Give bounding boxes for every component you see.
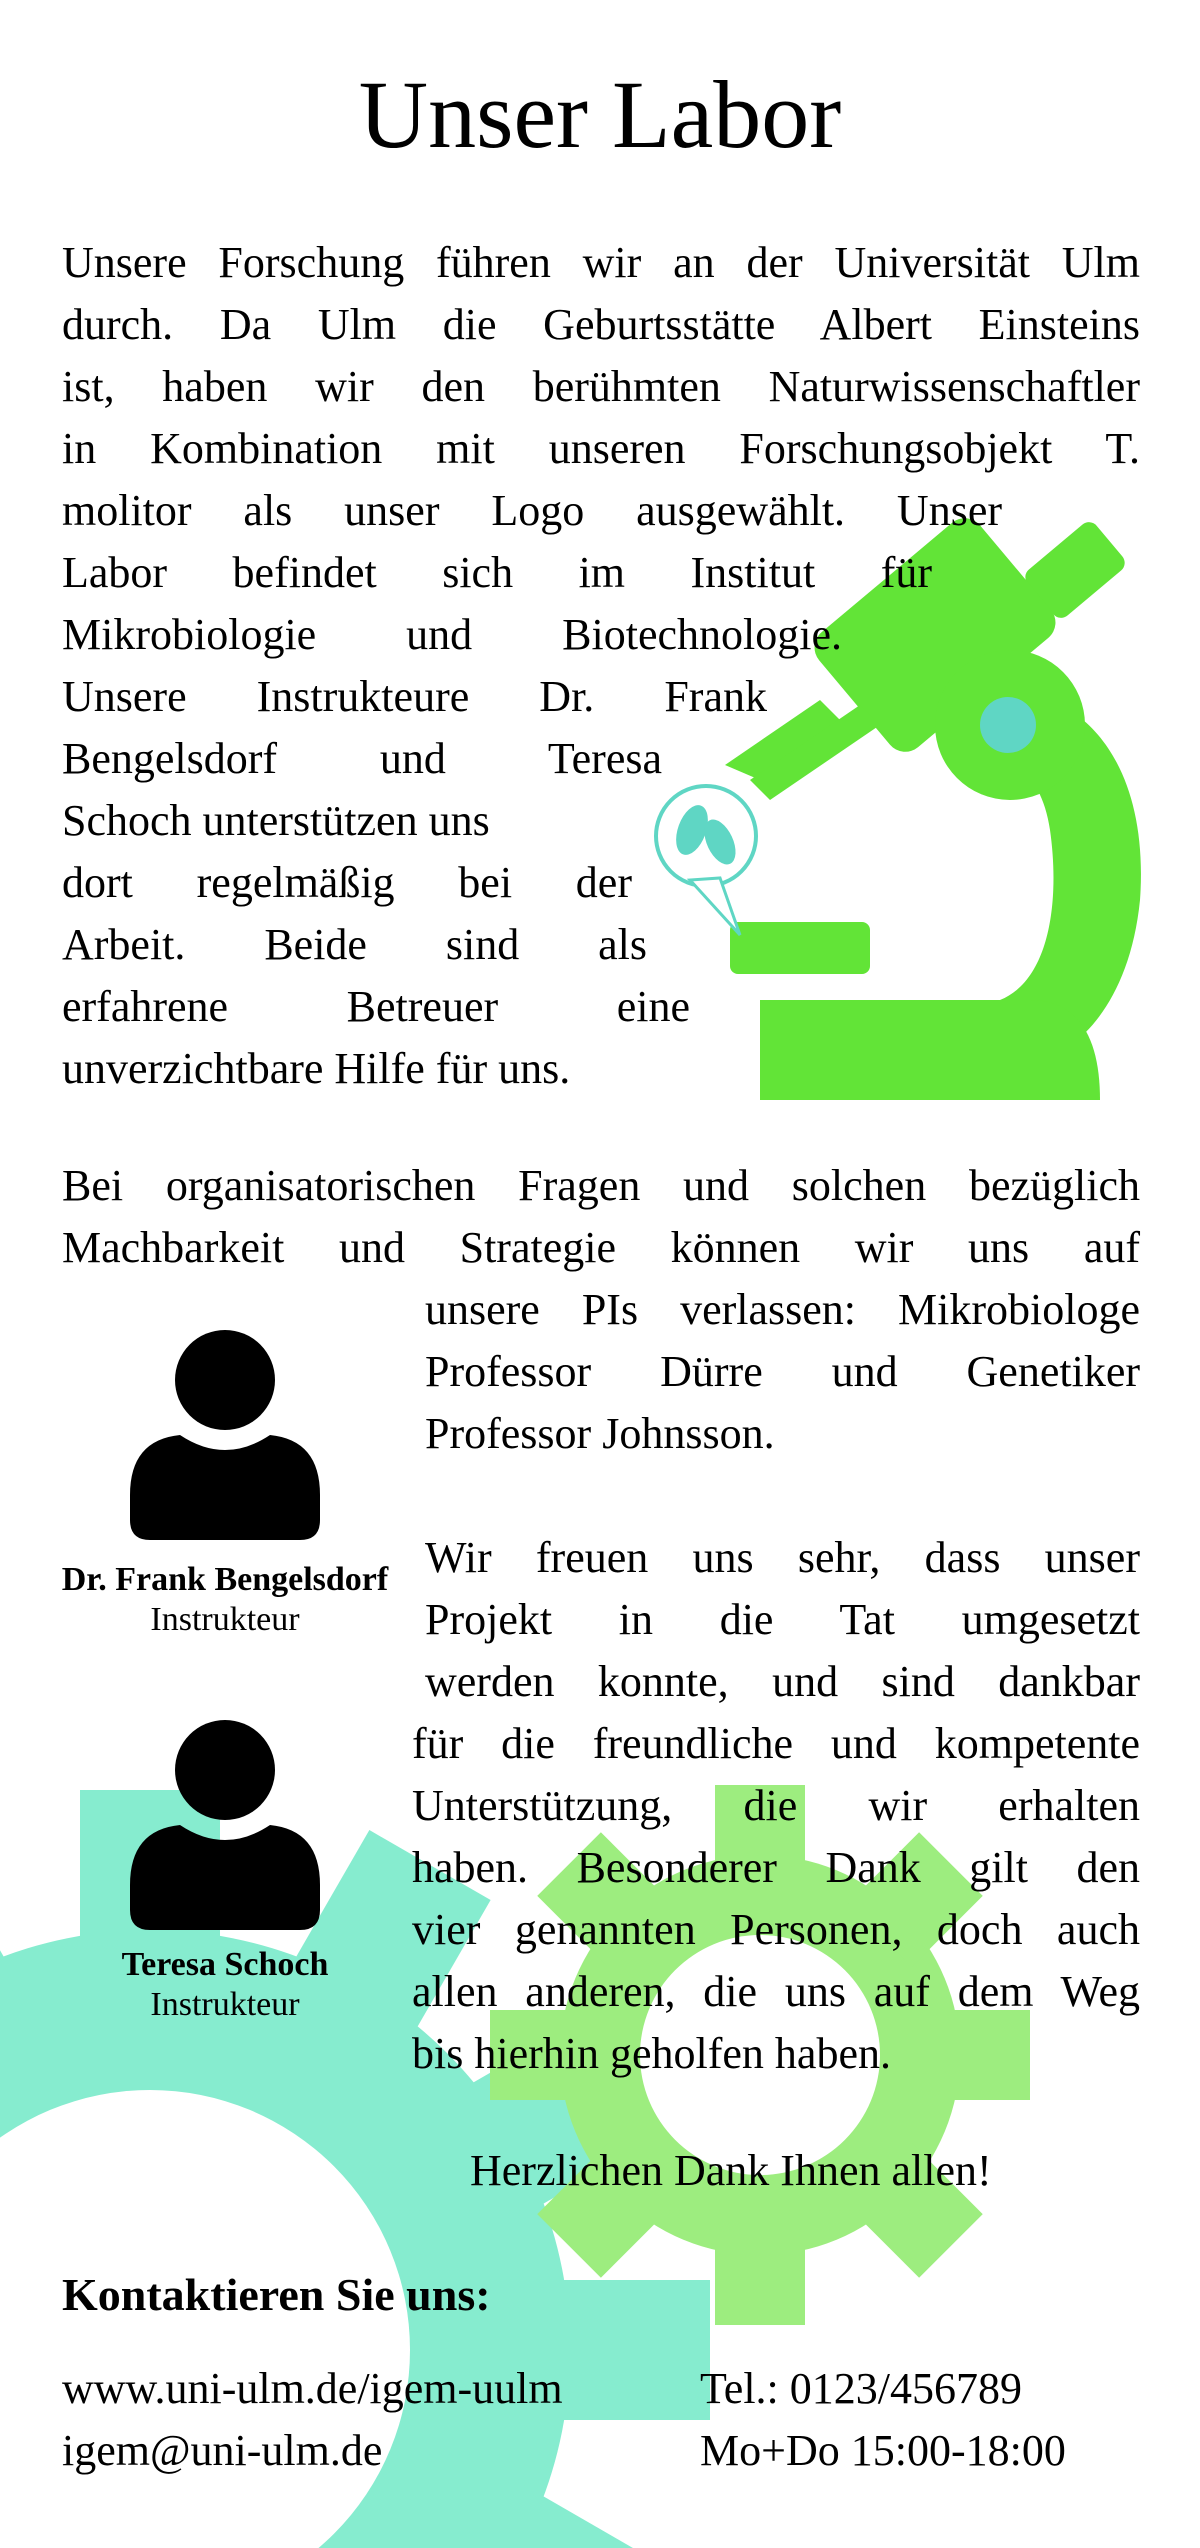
website-link[interactable]: www.uni-ulm.de/igem-uulm (62, 2364, 563, 2413)
closing-text: Herzlichen Dank Ihnen allen! (470, 2146, 992, 2195)
person-caption (30, 1560, 420, 1640)
text-line: Wir freuen uns sehr, dass unser (425, 1533, 1140, 1582)
text-line: haben. Besonderer Dank gilt den (412, 1843, 1140, 1892)
page-title: Unser Labor (358, 61, 842, 168)
text-line: erfahrene Betreuer eine (62, 982, 690, 1031)
text-line: Unterstützung, die wir erhalten (412, 1781, 1140, 1830)
text-line: Arbeit. Beide sind als (62, 920, 647, 969)
text-line: für die freundliche und kompetente (412, 1719, 1140, 1768)
text-line: Professor Dürre und Genetiker (425, 1347, 1140, 1396)
text-line: Mikrobiologie und Biotechnologie. (62, 610, 842, 659)
intro-paragraph (62, 232, 1140, 1100)
text-line: Unsere Forschung führen wir an der Universität Ulm (62, 238, 1140, 287)
text-line: molitor als unser Logo ausgewählt. Unser (62, 486, 1002, 535)
text-line: durch. Da Ulm die Geburtsstätte Albert Einsteins (62, 300, 1140, 349)
text-line: ist, haben wir den berühmten Naturwissenschaftler (62, 362, 1140, 411)
text-line: Bengelsdorf und Teresa (62, 734, 662, 783)
pis-paragraph (62, 1155, 1140, 1279)
text-line: Schoch unterstützen uns (62, 796, 490, 845)
text-line: Unsere Instrukteure Dr. Frank (62, 672, 767, 721)
person-role: Instrukteur (150, 1601, 300, 1638)
text-line: Bei organisatorischen Fragen und solchen bezüglich (62, 1161, 1140, 1210)
person-role: Instrukteur (150, 1986, 300, 2023)
office-hours: Mo+Do 15:00-18:00 (700, 2426, 1066, 2475)
text-line: unverzichtbare Hilfe für uns. (62, 1044, 571, 1093)
text-line: Projekt in die Tat umgesetzt (425, 1595, 1140, 1644)
text-line: Professor Johnsson. (425, 1409, 775, 1458)
avatar (130, 1720, 320, 1930)
person-caption (30, 1945, 420, 2025)
person-name: Teresa Schoch (121, 1946, 329, 1983)
text-line: allen anderen, die uns auf dem Weg (412, 1967, 1140, 2016)
text-line: Labor befindet sich im Institut für (62, 548, 932, 597)
avatar (130, 1330, 320, 1540)
text-line: unsere PIs verlassen: Mikrobiologe (425, 1285, 1140, 1334)
pis-paragraph-indented (425, 1279, 1140, 1465)
thanks-paragraph (412, 1527, 1140, 2085)
text-line: bis hierhin geholfen haben. (412, 2029, 891, 2078)
phone-number: Tel.: 0123/456789 (700, 2364, 1023, 2413)
contact-heading: Kontaktieren Sie uns: (62, 2269, 491, 2320)
person-name: Dr. Frank Bengelsdorf (61, 1561, 389, 1598)
text-line: vier genannten Personen, doch auch (412, 1905, 1140, 1954)
email-link[interactable]: igem@uni-ulm.de (62, 2426, 383, 2475)
text-line: in Kombination mit unseren Forschungsobjekt T. (62, 424, 1140, 473)
text-line: werden konnte, und sind dankbar (425, 1657, 1140, 1706)
text-line: dort regelmäßig bei der (62, 858, 632, 907)
text-line: Machbarkeit und Strategie können wir uns auf (62, 1223, 1140, 1272)
